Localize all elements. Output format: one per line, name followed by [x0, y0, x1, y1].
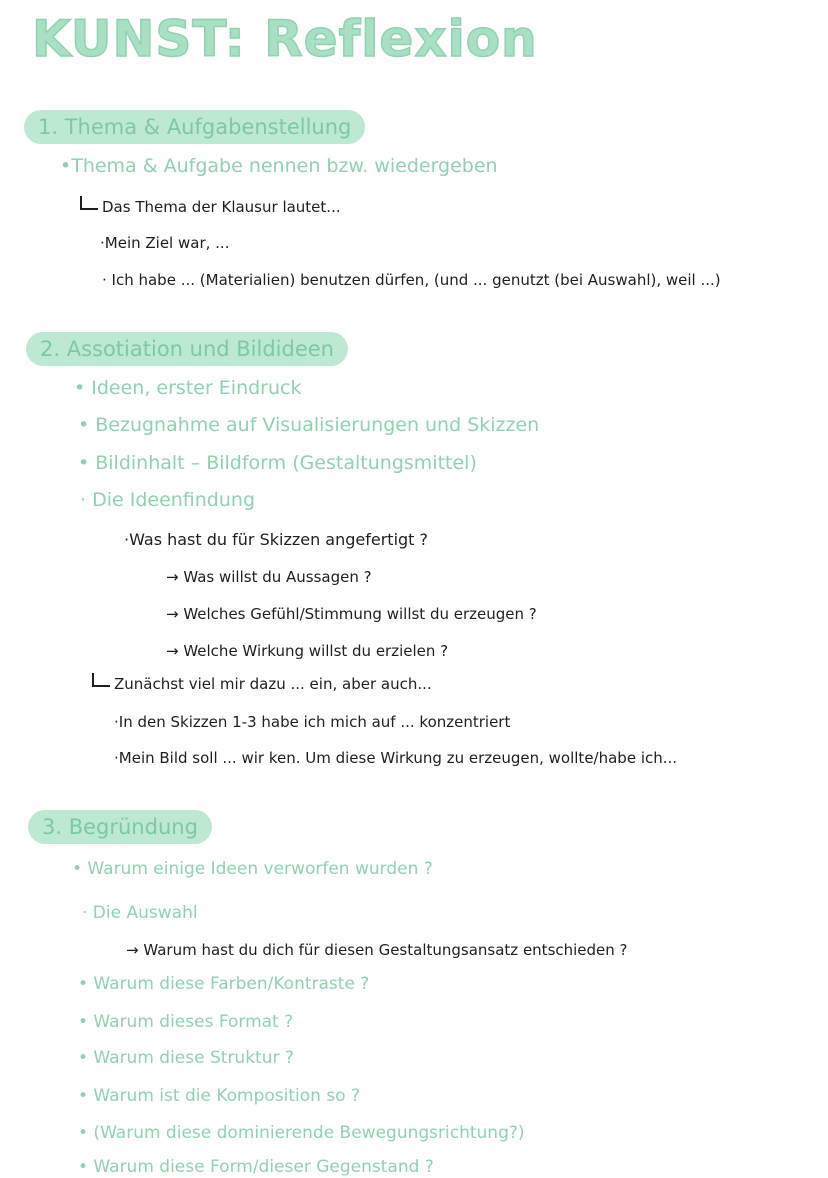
- hook-arrow-icon: [92, 673, 110, 687]
- bullet-line: • (Warum diese dominierende Bewegungsrichtung?): [78, 1123, 525, 1143]
- section-heading-3: 3. Begründung: [28, 810, 212, 844]
- arrow-line-text: Das Thema der Klausur lautet...: [102, 198, 341, 216]
- arrow-line: → Welche Wirkung willst du erzielen ?: [166, 642, 449, 660]
- section-heading-1: 1. Thema & Aufgabenstellung: [24, 110, 365, 144]
- arrow-line: → Was willst du Aussagen ?: [166, 568, 372, 586]
- sub-bullet-line: ·Mein Bild soll ... wir ken. Um diese Wirkung zu erzeugen, wollte/habe ich...: [114, 749, 678, 767]
- arrow-line: → Warum hast du dich für diesen Gestaltungsansatz entschieden ?: [126, 941, 628, 959]
- bullet-line: · Die Auswahl: [82, 903, 198, 923]
- bullet-line: • Bezugnahme auf Visualisierungen und Skizzen: [78, 414, 540, 436]
- bullet-line: • Warum diese Form/dieser Gegenstand ?: [78, 1157, 434, 1177]
- sub-bullet-line: · Ich habe ... (Materialien) benutzen dürfen, (und ... genutzt (bei Auswahl), weil ...): [102, 271, 721, 289]
- bullet-line: • Warum einige Ideen verworfen wurden ?: [72, 859, 433, 879]
- bullet-line: • Ideen, erster Eindruck: [74, 377, 302, 399]
- sub-bullet-line: ·In den Skizzen 1-3 habe ich mich auf ... konzentriert: [114, 713, 511, 731]
- arrow-line: [80, 196, 341, 218]
- page-title: KUNST: Reflexion: [32, 10, 538, 68]
- sub-bullet-line: ·Mein Ziel war, ...: [100, 234, 230, 252]
- arrow-line: → Welches Gefühl/Stimmung willst du erzeugen ?: [166, 605, 537, 623]
- arrow-line-text: Zunächst viel mir dazu ... ein, aber auch...: [114, 675, 432, 693]
- bullet-line: · Die Ideenfindung: [80, 489, 256, 511]
- bullet-line: • Warum ist die Komposition so ?: [78, 1086, 361, 1106]
- arrow-line: [92, 673, 432, 695]
- bullet-line: • Warum dieses Format ?: [78, 1012, 294, 1032]
- bullet-line: •Thema & Aufgabe nennen bzw. wiedergeben: [60, 155, 498, 177]
- sub-bullet-line: ·Was hast du für Skizzen angefertigt ?: [124, 530, 429, 549]
- bullet-line: • Bildinhalt – Bildform (Gestaltungsmittel): [78, 452, 477, 474]
- hook-arrow-icon: [80, 196, 98, 210]
- bullet-line: • Warum diese Farben/Kontraste ?: [78, 974, 370, 994]
- section-heading-2: 2. Assotiation und Bildideen: [26, 332, 348, 366]
- bullet-line: • Warum diese Struktur ?: [78, 1048, 294, 1068]
